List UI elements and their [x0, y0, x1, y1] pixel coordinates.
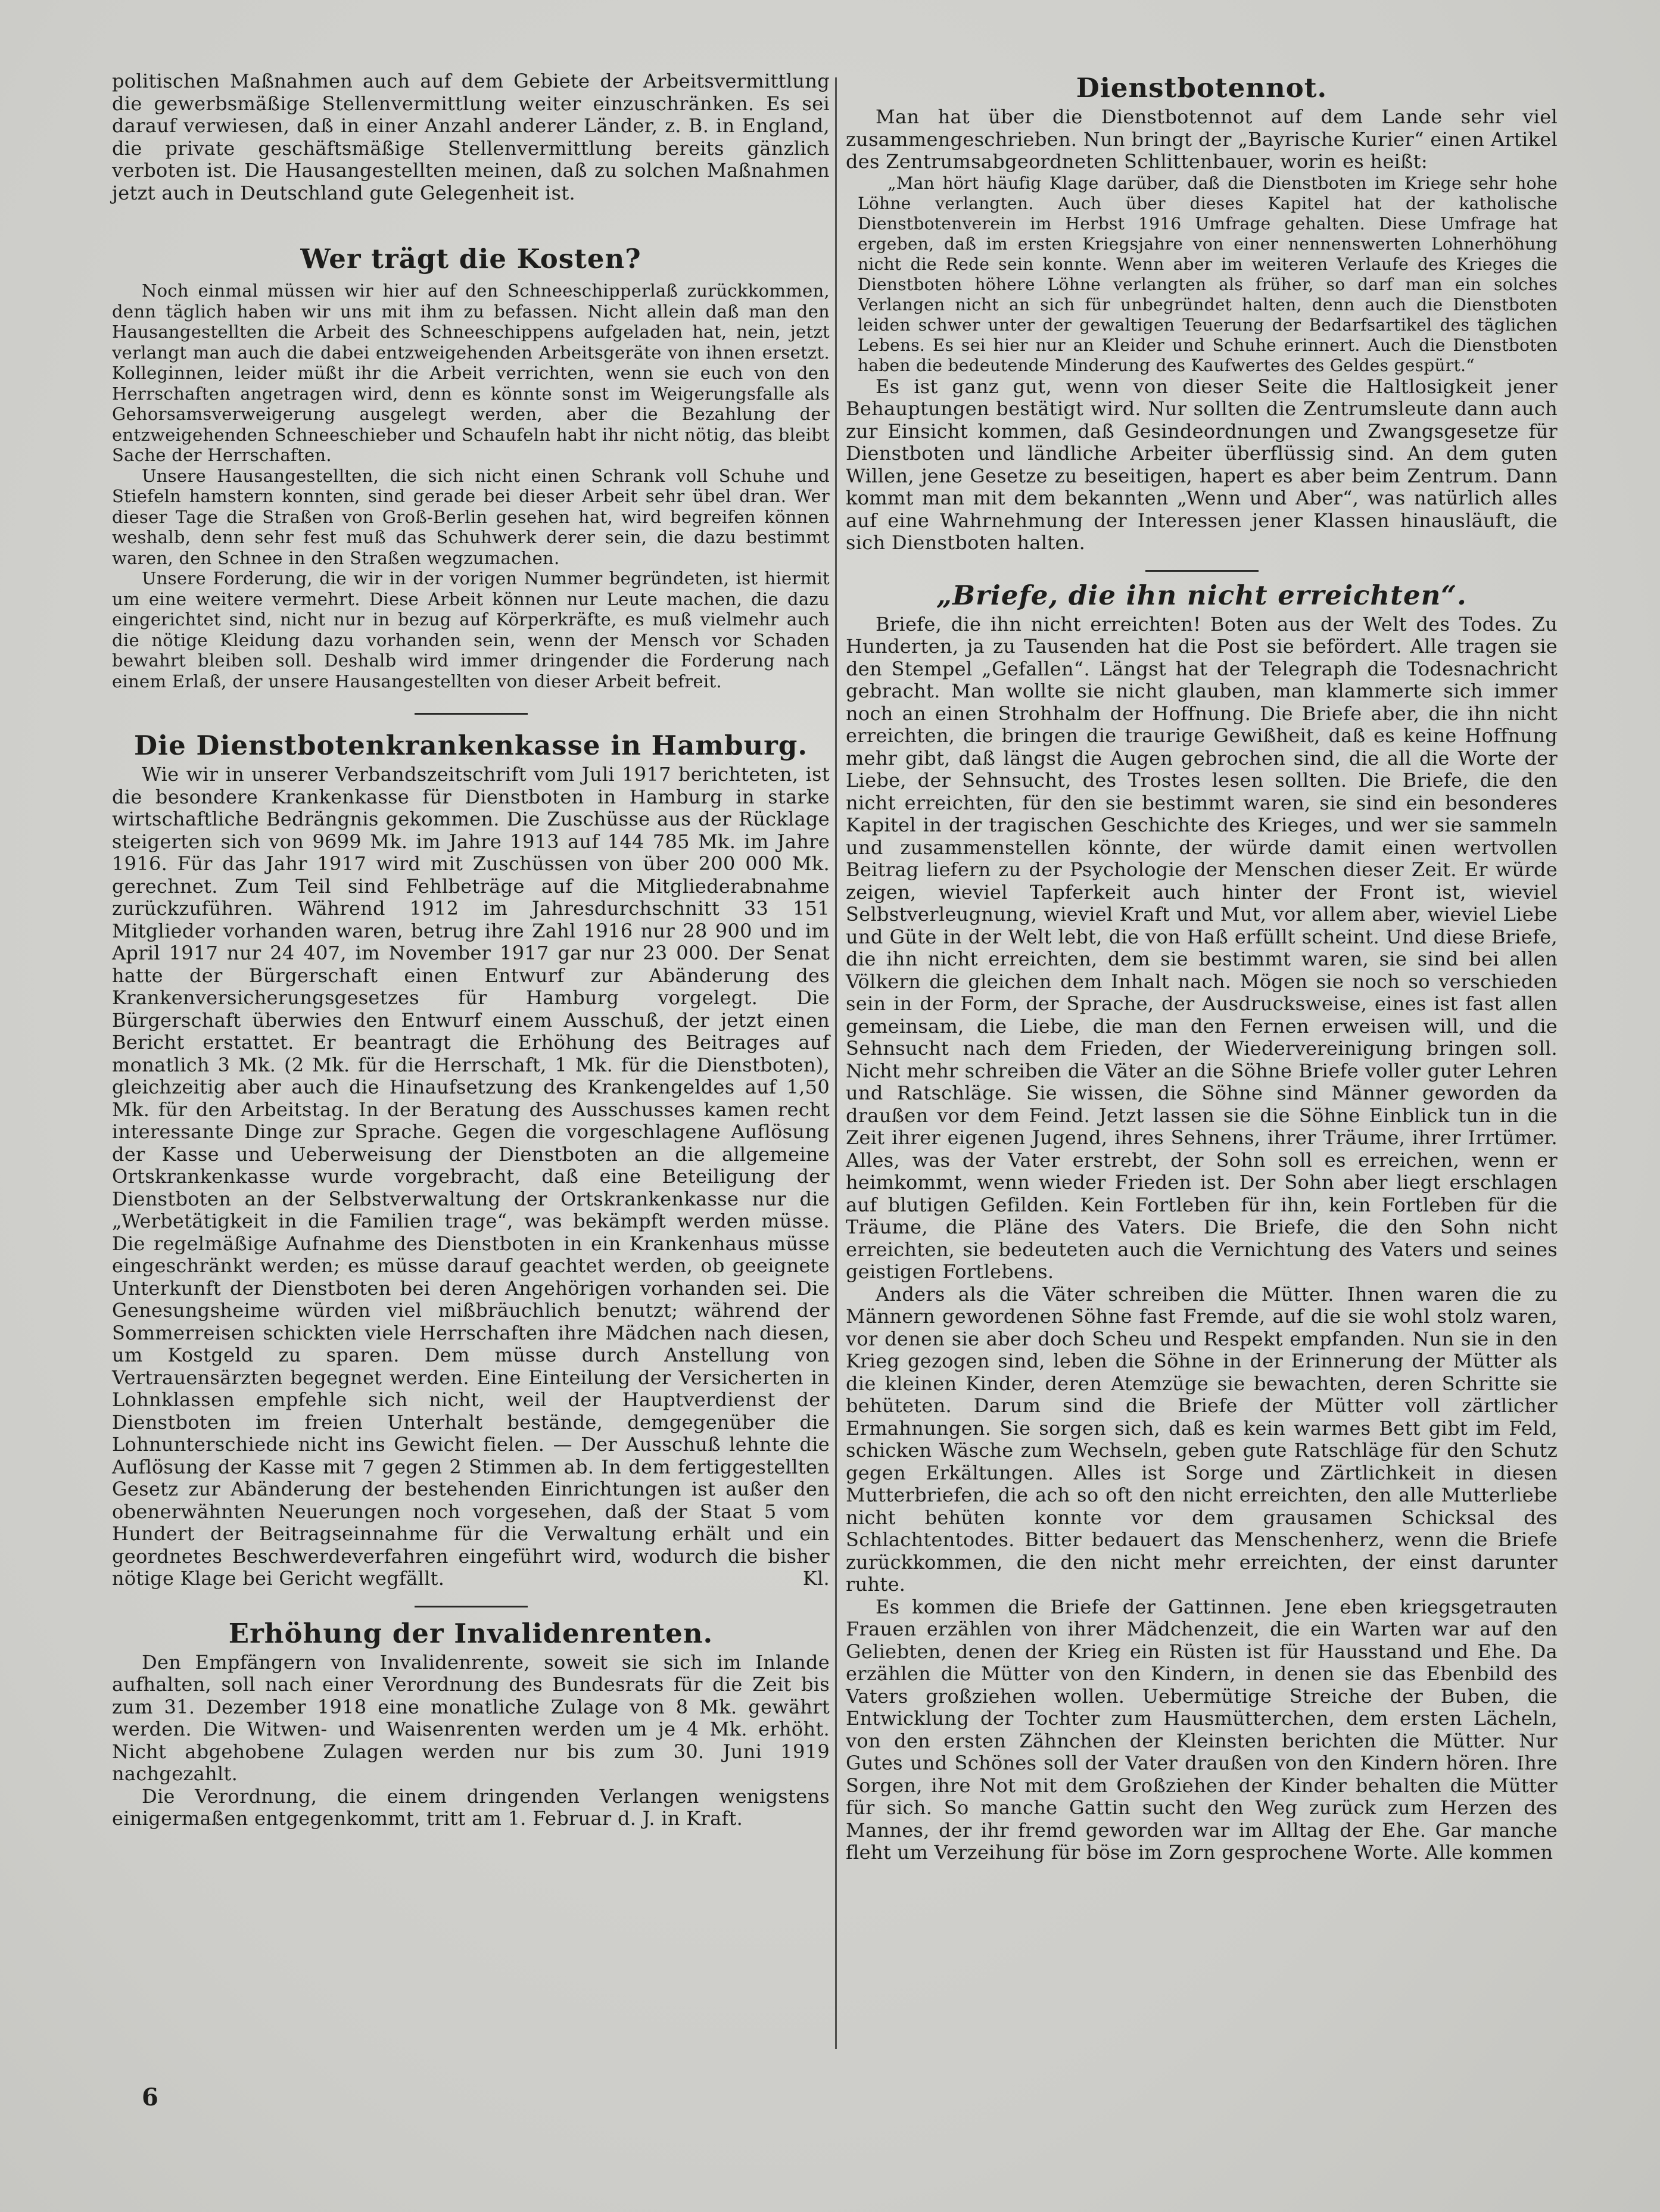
- article-paragraph: Briefe, die ihn nicht erreichten! Boten aus der Welt des Todes. Zu Hunderten, ja zu Tausenden hat die Post sie befördert. Alle tragen sie den Stempel „Gefallen“. Längst hat der Telegraph die Todesnachricht gebracht. Man wollte sie nicht glauben, man klammerte sich immer noch an einen Strohhalm der Hoffnung. Die Briefe aber, die ihn nicht erreichten, die bringen die traurige Gewißheit, daß es keine Hoffnung mehr gibt, daß längst die Augen gebrochen sind, die all die Worte der Liebe, der Sehnsucht, des Trostes lesen sollten. Die Briefe, die den nicht erreichten, für den sie bestimmt waren, sie sind ein besonderes Kapitel in der tragischen Geschichte des Krieges, und wer sie sammeln und zusammenstellen könnte, der würde damit einen wertvollen Beitrag liefern zu der Psychologie der Menschen dieser Zeit. Er würde zeigen, wieviel Tapferkeit auch hinter der Front ist, wieviel Selbstverleugnung, wieviel Kraft und Mut, vor allem aber, wieviel Liebe und Güte in der Welt lebt, die von Haß erfüllt scheint. Und diese Briefe, die ihn nicht erreichten, dem sie bestimmt waren, sie sind bei allen Völkern die gleichen dem Inhalt nach. Mögen sie noch so verschieden sein in der Form, der Sprache, der Ausdrucksweise, eines ist fast allen gemeinsam, die Liebe, die man den Fernen erweisen will, und die Sehnsucht nach dem Frieden, der Wiedervereinigung bringen soll. Nicht mehr schreiben die Väter an die Söhne Briefe voller guter Lehren und Ratschläge. Sie wissen, die Söhne sind Männer geworden da draußen vor dem Feind. Jetzt lassen sie die Söhne Einblick tun in die Zeit ihrer eigenen Jugend, ihres Sehnens, ihrer Träume, ihrer Irrtümer. Alles, was der Vater erstrebt, der Sohn soll es erreichen, wenn er heimkommt, wenn wieder Frieden ist. Der Sohn aber liegt erschlagen auf blutigen Gefilden. Kein Fortleben für ihn, kein Fortleben für die Träume, die Pläne des Vaters. Die Briefe, die den Sohn nicht erreichten, sie bedeuteten auch die Vernichtung des Vaters und seines geistigen Fortlebens.: [846, 612, 1558, 1283]
- article-paragraph: Die Verordnung, die einem dringenden Verlangen wenigstens einigermaßen entgegenkommt, tritt am 1. Februar d. J. in Kraft.: [112, 1784, 830, 1830]
- article-body: Wie wir in unserer Verbandszeitschrift vom Juli 1917 berichteten, ist die besondere Krankenkasse für Dienstboten in Hamburg in starke wirtschaftliche Bedrängnis gekommen. Die Zuschüsse aus der Rücklage steigerten sich von 9699 Mk. im Jahre 1913 auf 144 785 Mk. im Jahre 1916. Für das Jahr 1917 wird mit Zuschüssen von über 200 000 Mk. gerechnet. Zum Teil sind Fehlbeträge auf die Mitgliederabnahme zurückzuführen. Während 1912 im Jahresdurchschnitt 33 151 Mitglieder vorhanden waren, betrug ihre Zahl 1916 nur 28 900 und im April 1917 nur 24 407, im November 1917 gar nur 23 000. Der Senat hatte der Bürgerschaft einen Entwurf zur Abänderung des Krankenversicherungsgesetzes für Hamburg vorgelegt. Die Bürgerschaft überwies den Entwurf einem Ausschuß, der jetzt einen Bericht erstattet. Er beantragt die Erhöhung des Beitrages auf monatlich 3 Mk. (2 Mk. für die Herrschaft, 1 Mk. für die Dienstboten), gleichzeitig aber auch die Hinaufsetzung des Krankengeldes auf 1,50 Mk. für den Arbeitstag. In der Beratung des Ausschusses kamen recht interessante Dinge zur Sprache. Gegen die vorgeschlagene Auflösung der Kasse und Ueberweisung der Dienstboten an die allgemeine Ortskrankenkasse wurde vorgebracht, daß eine Beteiligung der Dienstboten an der Selbstverwaltung der Ortskrankenkasse nur die „Werbetätigkeit in die Familien trage“, was bekämpft werden müsse. Die regelmäßige Aufnahme des Dienstboten in ein Krankenhaus müsse eingeschränkt werden; es müsse darauf geachtet werden, ob geeignete Unterkunft der Dienstboten bei deren Angehörigen vorhanden sei. Die Genesungsheime würden viel mißbräuchlich benutzt; während der Sommerreisen schickten viele Herrschaften ihre Mädchen nach diesen, um Kostgeld zu sparen. Dem müsse durch Anstellung von Vertrauensärzten begegnet werden. Eine Einteilung der Versicherten in Lohnklassen empfehle sich nicht, weil der Hauptverdienst der Dienstboten im freien Unterhalt bestände, demgegenüber die Lohnunterschiede nicht ins Gewicht fielen. — Der Ausschuß lehnte die Auflösung der Kasse mit 7 gegen 2 Stimmen ab. In dem fertiggestellten Gesetz zur Abänderung der bestehenden Einrichtungen ist außer den obenerwähnten Neuerungen noch vorgesehen, daß der Staat 5 vom Hundert der Beitragseinnahme für die Verwaltung erhält und ein geordnetes Beschwerdeverfahren eingeführt wird, wodurch die bisher nötige Klage bei Gericht wegfällt.: [112, 763, 830, 1590]
- article-paragraph: [112, 764, 830, 1590]
- article-title-krankenkasse: Die Dienstbotenkrankenkasse in Hamburg.: [134, 730, 808, 761]
- author-signature: Kl.: [802, 1567, 830, 1590]
- article-paragraph: Es kommen die Briefe der Gattinnen. Jene eben kriegsgetrauten Frauen erzählen von ihrer Mädchenzeit, die ein Warten war auf den Geliebten, denen der Krieg ein Rüsten ist für Hausstand und Ehe. Da erzählen die Mütter von den Kindern, in denen sie das Ebenbild des Vaters großziehen wollen. Uebermütige Streiche der Buben, die Entwicklung der Tochter zum Hausmütterchen, dem ersten Lächeln, von den ersten Zähnchen der Kleinsten berichten die Mütter. Nur Gutes und Schönes soll der Vater draußen von den Kindern hören. Ihre Sorgen, ihre Not mit dem Großziehen der Kinder behalten die Mütter für sich. So manche Gattin sucht den Weg zurück zum Herzen des Mannes, der ihr fremd geworden war im Alltag der Ehe. Gar manche fleht um Verzeihung für böse im Zorn gesprochene Worte. Alle kommen: [846, 1595, 1558, 1864]
- right-column: [846, 70, 1558, 1864]
- left-column: [112, 70, 830, 1830]
- article-title-briefe: „Briefe, die ihn nicht erreichten“.: [936, 579, 1467, 611]
- block-quote: „Man hört häufig Klage darüber, daß die Dienstboten im Kriege sehr hohe Löhne verlangten. Auch über dieses Kapitel hat der katholische Dienstbotenverein im Herbst 1916 Umfrage gehalten. Diese Umfrage hat ergeben, daß im ersten Kriegsjahre von einer nennenswerten Lohnerhöhung nicht die Rede sein konnte. Wenn aber im weiteren Verlaufe des Krieges die Dienstboten höhere Löhne verlangten als früher, so darf man ein solches Verlangen nicht an sich für unbegründet halten, denn auch die Dienstboten leiden schwer unter der gewaltigen Teuerung der Bedarfsartikel des täglichen Lebens. Es sei hier nur an Kleider und Schuhe erinnert. Auch die Dienstboten haben die bedeutende Minderung des Kaufwertes des Geldes gespürt.“: [858, 173, 1558, 375]
- article-title-dienstbotennot: Dienstbotennot.: [1076, 72, 1328, 104]
- article-paragraph: Noch einmal müssen wir hier auf den Schneeschipperlaß zurückkommen, denn täglich haben wir uns mit ihm zu befassen. Nicht allein daß man den Hausangestellten die Arbeit des Schneeschippens aufgeladen hat, nein, jetzt verlangt man auch die dabei entzweigehenden Arbeitsgeräte von ihnen ersetzt. Kolleginnen, leider müßt ihr die Arbeit verrichten, wenn sie euch von den Herrschaften angetragen wird, denn es könnte sonst im Weigerungsfalle als Gehorsamsverweigerung ausgelegt werden, aber die Bezahlung der entzweigehenden Schneeschieber und Schaufeln habt ihr nicht nötig, das bleibt Sache der Herrschaften.: [112, 281, 830, 465]
- article-paragraph: Man hat über die Dienstbotennot auf dem Lande sehr viel zusammengeschrieben. Nun bringt der „Bayrische Kurier“ einen Artikel des Zentrumsabgeordneten Schlittenbauer, worin es heißt:: [846, 105, 1558, 173]
- article-paragraph: Anders als die Väter schreiben die Mütter. Ihnen waren die zu Männern gewordenen Söhne fast Fremde, auf die sie wohl stolz waren, vor denen sie aber doch Scheu und Respekt empfanden. Nun sie in den Krieg gezogen sind, leben die Söhne in der Erinnerung der Mütter als die kleinen Kinder, deren Atemzüge sie bewachten, deren Schritte sie behüteten. Darum sind die Briefe der Mütter voll zärtlicher Ermahnungen. Sie sorgen sich, daß es kein warmes Bett gibt im Feld, schicken Wäsche zum Wechseln, geben gute Ratschläge für den Schutz gegen Erkältungen. Alles ist Sorge und Zärtlichkeit in diesen Mutterbriefen, die ach so oft den nicht erreichten, den alle Mutterliebe nicht behüten konnte vor dem grausamen Schicksal des Schlachtentodes. Bitter bedauert das Menschenherz, wenn die Briefe zurückkommen, die den nicht mehr erreichten, der einst darunter ruhte.: [846, 1282, 1558, 1596]
- article-paragraph: Unsere Forderung, die wir in der vorigen Nummer begründeten, ist hiermit um eine weitere vermehrt. Diese Arbeit können nur Leute machen, die dazu eingerichtet sind, nicht nur in bezug auf Körperkräfte, es muß vielmehr auch die nötige Kleidung dazu vorhanden sein, wenn der Mensch vor Schaden bewahrt bleiben soll. Deshalb wird immer dringender die Forderung nach einem Erlaß, der unsere Hausangestellten von dieser Arbeit befreit.: [112, 568, 830, 691]
- article-title-kosten: Wer trägt die Kosten?: [300, 243, 641, 275]
- page-number: 6: [142, 2083, 158, 2111]
- intro-paragraph: politischen Maßnahmen auch auf dem Gebiete der Arbeitsvermittlung die gewerbsmäßige Stellenvermittlung weiter einzuschränken. Es sei darauf verwiesen, daß in einer Anzahl anderer Länder, z. B. in England, die private geschäftsmäßige Stellenvermittlung bereits gänzlich verboten ist. Die Hausangestellten meinen, daß zu solchen Maßnahmen jetzt auch in Deutschland gute Gelegenheit ist.: [112, 70, 830, 204]
- article-paragraph: Es ist ganz gut, wenn von dieser Seite die Haltlosigkeit jener Behauptungen bestätigt wird. Nur sollten die Zentrumsleute dann auch zur Einsicht kommen, daß Gesindeordnungen und Zwangsgesetze für Dienstboten und ländliche Arbeiter überflüssig sind. An dem guten Willen, jene Gesetze zu beseitigen, hapert es aber beim Zentrum. Dann kommt man mit dem bekannten „Wenn und Aber“, was natürlich alles auf eine Wahrnehmung der Interessen jener Klassen hinausläuft, die sich Dienstboten halten.: [846, 375, 1558, 554]
- column-divider: [835, 77, 837, 2049]
- article-paragraph: Den Empfängern von Invalidenrente, soweit sie sich im Inlande aufhalten, soll nach einer Verordnung des Bundesrats für die Zeit bis zum 31. Dezember 1918 eine monatliche Zulage von 8 Mk. gewährt werden. Die Witwen- und Waisenrenten werden um je 4 Mk. erhöht. Nicht abgehobene Zulagen werden nur bis zum 30. Juni 1919 nachgezahlt.: [112, 1650, 830, 1785]
- article-title-invalidenrenten: Erhöhung der Invalidenrenten.: [228, 1617, 714, 1649]
- article-paragraph: Unsere Hausangestellten, die sich nicht einen Schrank voll Schuhe und Stiefeln hamstern konnten, sind gerade bei dieser Arbeit sehr übel dran. Wer dieser Tage die Straßen von Groß-Berlin gesehen hat, wird begreifen können weshalb, denn sehr fest muß das Schuhwerk derer sein, die dazu bestimmt waren, den Schnee in den Straßen wegzumachen.: [112, 465, 830, 568]
